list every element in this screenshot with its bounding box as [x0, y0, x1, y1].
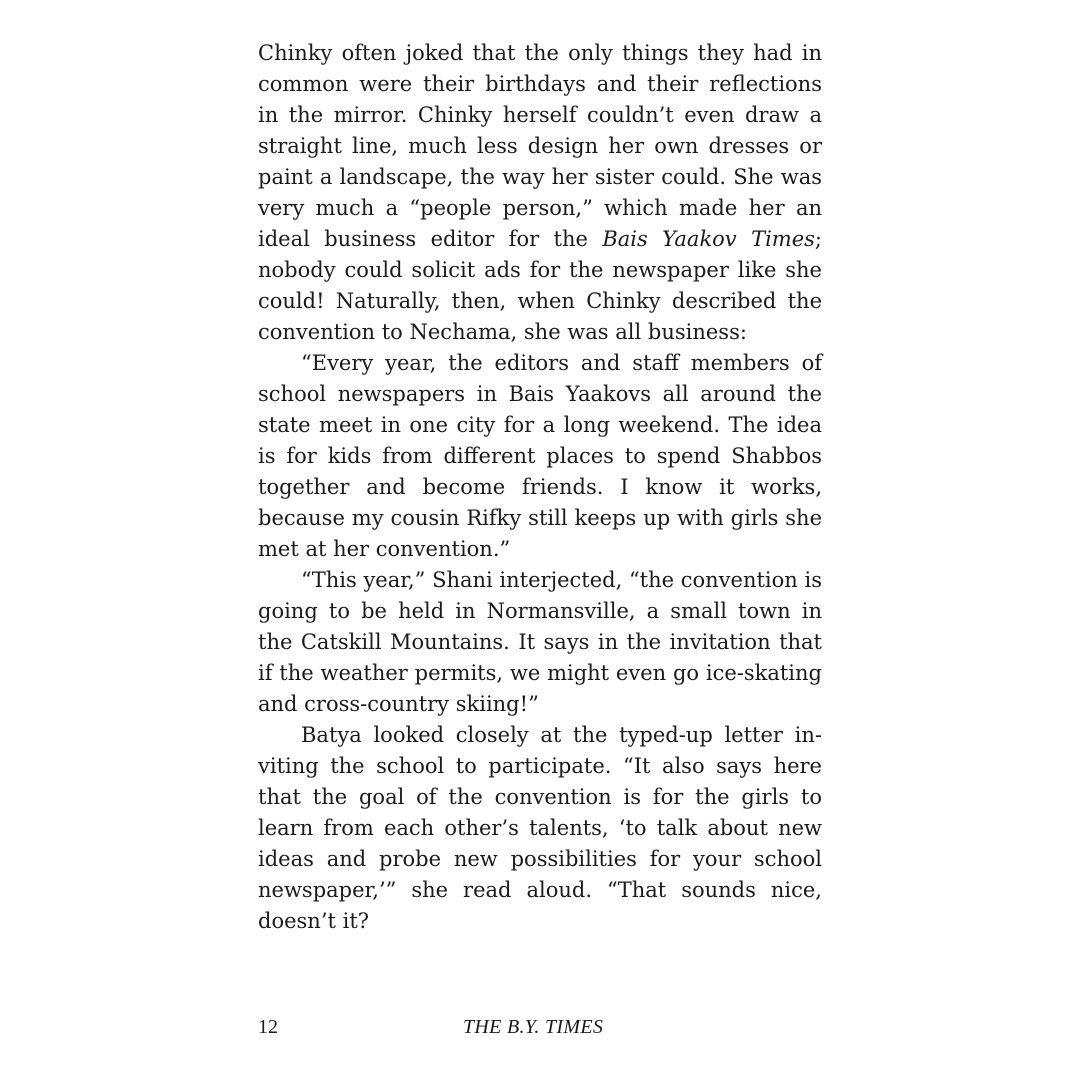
page-body — [258, 38, 822, 937]
newspaper-title-italic: Bais Yaakov Times — [602, 227, 815, 251]
paragraph-1-text-before: Chinky often joked that the only things they had in common were their birthdays and their reflections in the mirror. Chinky herself couldn’t even draw a straight line, much less design her own dresses or paint a landscape, the way her sister could. She was very much a “people person,” which made her an ideal business editor for the — [258, 41, 822, 251]
page-footer — [258, 1014, 822, 1040]
running-title: THE B.Y. TIMES — [463, 1016, 604, 1038]
paragraph-3: “This year,” Shani interjected, “the convention is going to be held in Normansville, a small town in the Catskill Mountains. It says in the invitation that if the weather permits, we might even go ice-skating and cross-country skiing!” — [258, 568, 822, 716]
paragraph-1-text-after: ; nobody could solicit ads for the newspaper like she could! Naturally, then, when Chinky described the convention to Nechama, she was all business: — [258, 227, 822, 344]
page-number: 12 — [258, 1016, 278, 1038]
paragraph-2: “Every year, the editors and staff members of school newspapers in Bais Yaakovs all around the state meet in one city for a long weekend. The idea is for kids from different places to spend Shabbos together and become friends. I know it works, because my cousin Rifky still keeps up with girls she met at her convention.” — [258, 351, 822, 561]
paragraph-4: Batya looked closely at the typed-up letter inviting the school to participate. “It also says here that the goal of the convention is for the girls to learn from each other’s talents, ‘to talk about new ideas and probe new possibilities for your school newspaper,’” she read aloud. “That sounds nice, doesn’t it? — [258, 723, 822, 933]
paragraph-1 — [258, 38, 822, 348]
